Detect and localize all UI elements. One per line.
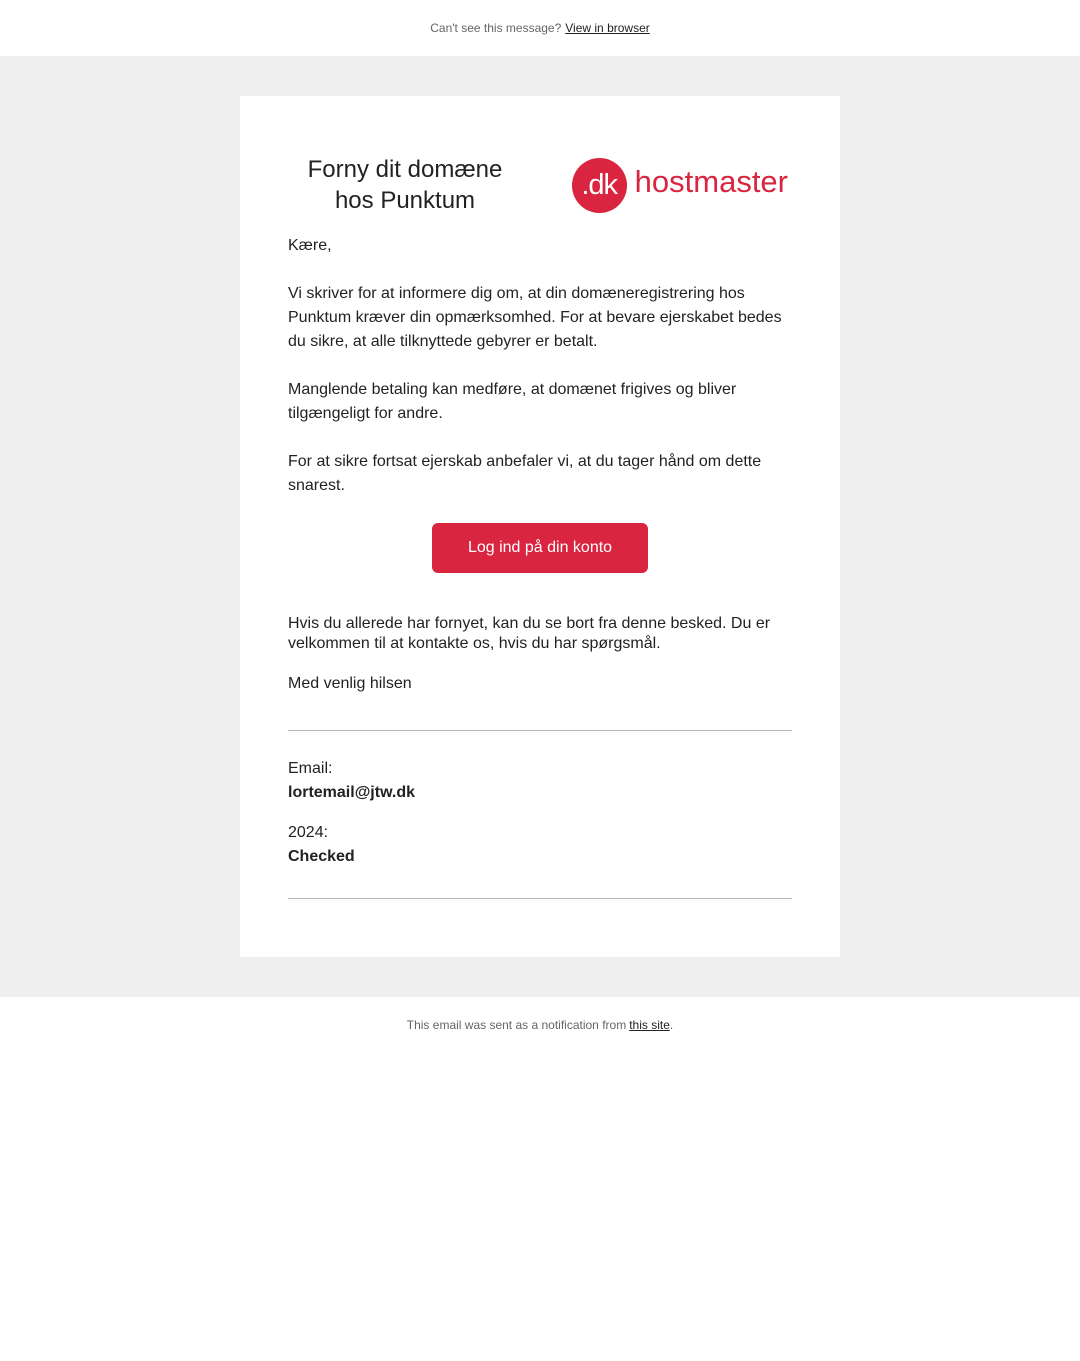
greeting: Kære, (288, 237, 332, 254)
divider-bottom (288, 898, 792, 899)
view-in-browser-link[interactable]: View in browser (565, 21, 650, 35)
dk-logo-badge: .dk (572, 158, 627, 213)
field-label: Email: (288, 760, 333, 777)
footer-text: This email was sent as a notification from (406, 1018, 627, 1032)
field-label: 2024: (288, 824, 329, 841)
preheader (0, 0, 1080, 56)
divider-top (288, 730, 792, 731)
field-value: Checked (288, 848, 355, 865)
email-card (240, 96, 840, 957)
paragraph-warning: Manglende betaling kan medføre, at domænet frigives og bliver tilgængeligt for andre. (288, 381, 737, 422)
login-button[interactable]: Log ind på din konto (432, 523, 648, 573)
field-email (288, 757, 792, 805)
signoff: Med venlig hilsen (288, 675, 412, 692)
field-value: lortemail@jtw.dk (288, 784, 416, 801)
email-title (288, 154, 522, 216)
paragraph-disclaimer: Hvis du allerede har fornyet, kan du se bort fra denne besked. Du er velkommen til at kontakte os, hvis du har spørgsmål. (288, 615, 771, 652)
email-header (288, 154, 792, 216)
field-year (288, 821, 792, 869)
title-line-2: hos Punktum (334, 187, 476, 214)
paragraph-intro: Vi skriver for at informere dig om, at din domæneregistrering hos Punktum kræver din opmærksomhed. For at bevare ejerskabet bedes du sikre, at alle tilknyttede gebyrer er betalt. (288, 285, 782, 350)
this-site-link[interactable]: this site (629, 1018, 670, 1032)
preheader-text: Can't see this message? (430, 21, 562, 35)
footer (0, 1018, 1080, 1032)
email-background (0, 56, 1080, 997)
paragraph-recommendation: For at sikre fortsat ejerskab anbefaler vi, at du tager hånd om dette snarest. (288, 453, 762, 494)
logo-wordmark: hostmaster (634, 164, 788, 199)
title-line-1: Forny dit domæne (307, 156, 503, 183)
footer-suffix: . (669, 1018, 674, 1032)
button-wrapper (288, 523, 792, 573)
hostmaster-logo (572, 158, 788, 213)
